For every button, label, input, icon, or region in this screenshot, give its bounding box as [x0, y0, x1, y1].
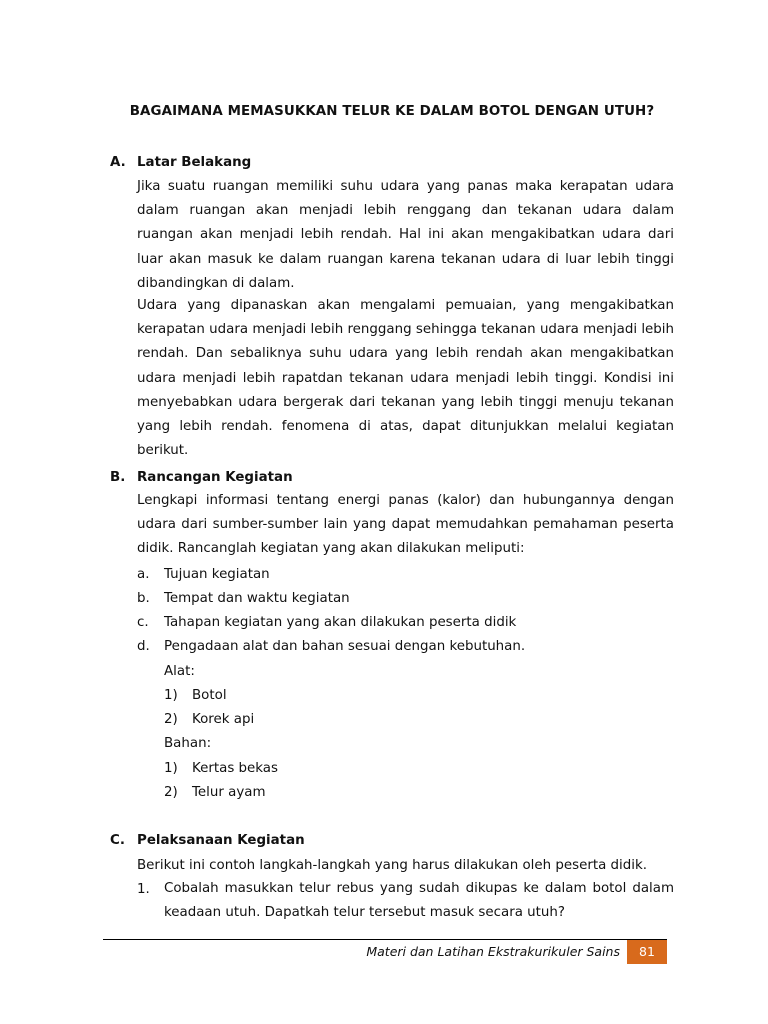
- section-b-letter: B.: [110, 470, 126, 485]
- footer-title: Materi dan Latihan Ekstrakurikuler Sains: [366, 944, 620, 959]
- list-marker: 1): [164, 761, 178, 776]
- section-a-paragraph-1: Jika suatu ruangan memiliki suhu udara yang panas maka kerapatan udara dalam ruangan akan menjadi lebih renggang dan tekanan udara dalam ruangan akan menjadi lebih rendah. Hal ini akan mengakibatkan udara dari luar akan masuk ke dalam ruangan karena tekanan udara di luar lebih tinggi dibandingkan di dalam.: [137, 179, 674, 291]
- list-marker: a.: [137, 567, 150, 582]
- section-c-heading: Pelaksanaan Kegiatan: [137, 833, 305, 848]
- list-marker: b.: [137, 591, 150, 606]
- list-marker: 2): [164, 785, 178, 800]
- list-item: Pengadaan alat dan bahan sesuai dengan kebutuhan.: [164, 639, 526, 654]
- section-c-intro: Berikut ini contoh langkah-langkah yang harus dilakukan oleh peserta didik.: [137, 858, 647, 873]
- section-a-heading: Latar Belakang: [137, 155, 252, 170]
- page-title: BAGAIMANA MEMASUKKAN TELUR KE DALAM BOTOL DENGAN UTUH?: [129, 104, 655, 119]
- list-item: Tahapan kegiatan yang akan dilakukan peserta didik: [164, 615, 517, 630]
- list-marker: c.: [137, 615, 149, 630]
- alat-label: Alat:: [164, 664, 195, 679]
- section-a-letter: A.: [110, 155, 126, 170]
- list-item: Kertas bekas: [192, 761, 278, 776]
- section-b-intro: Lengkapi informasi tentang energi panas (kalor) dan hubungannya dengan udara dari sumber-sumber lain yang dapat memudahkan pemahaman peserta didik. Rancanglah kegiatan yang akan dilakukan meliputi:: [137, 493, 674, 557]
- page-number: 81: [627, 940, 667, 964]
- section-c-letter: C.: [110, 833, 125, 848]
- section-b-heading: Rancangan Kegiatan: [137, 470, 293, 485]
- list-item: Telur ayam: [192, 785, 266, 800]
- footer-divider: [103, 939, 667, 940]
- step-marker: 1.: [137, 882, 150, 897]
- list-marker: 2): [164, 712, 178, 727]
- step-item: Cobalah masukkan telur rebus yang sudah dikupas ke dalam botol dalam keadaan utuh. Dapatkah telur tersebut masuk secara utuh?: [164, 881, 674, 921]
- list-marker: d.: [137, 639, 150, 654]
- list-item: Botol: [192, 688, 227, 703]
- bahan-label: Bahan:: [164, 736, 212, 751]
- list-marker: 1): [164, 688, 178, 703]
- list-item: Tujuan kegiatan: [164, 567, 270, 582]
- list-item: Korek api: [192, 712, 255, 727]
- section-a-paragraph-2: Udara yang dipanaskan akan mengalami pemuaian, yang mengakibatkan kerapatan udara menjadi lebih renggang sehingga tekanan udara menjadi lebih rendah. Dan sebaliknya suhu udara yang lebih rendah akan mengakibatkan udara menjadi lebih rapatdan tekanan udara menjadi lebih tinggi. Kondisi ini menyebabkan udara bergerak dari tekanan yang lebih tinggi menuju tekanan yang lebih rendah. fenomena di atas, dapat ditunjukkan melalui kegiatan berikut.: [137, 298, 674, 459]
- list-item: Tempat dan waktu kegiatan: [164, 591, 350, 606]
